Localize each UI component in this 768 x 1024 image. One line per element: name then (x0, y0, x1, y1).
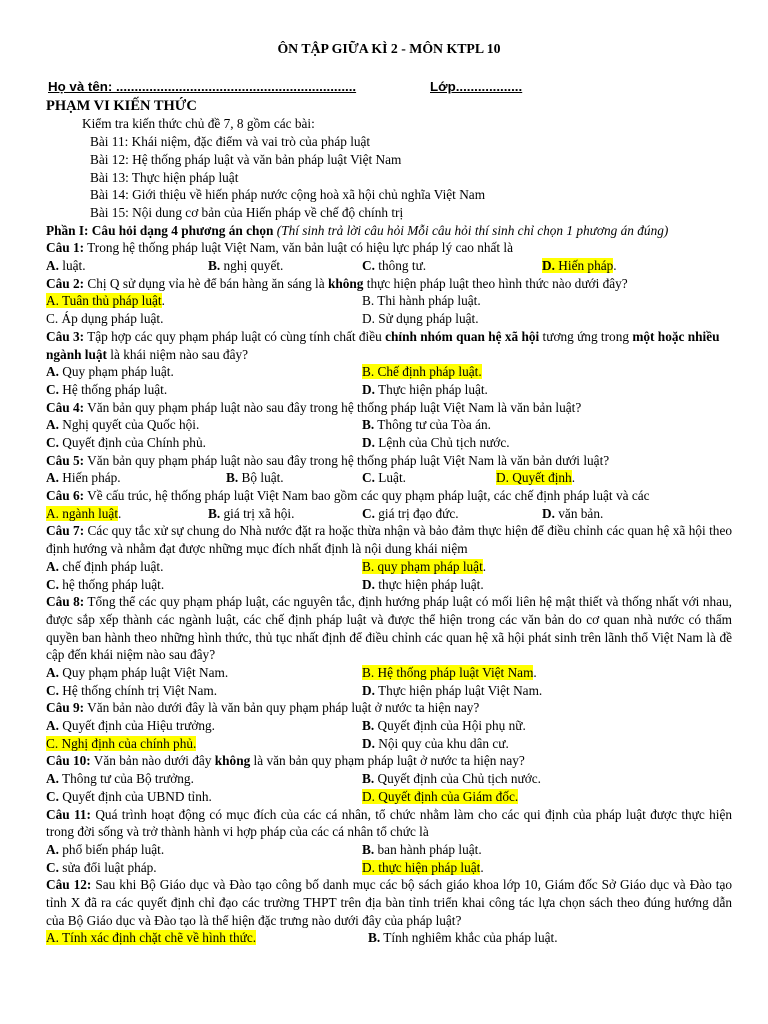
option-d-correct: D. thực hiện pháp luật. (362, 859, 484, 875)
part1-title: Phần I: Câu hỏi dạng 4 phương án chọn (46, 222, 274, 238)
option-c: C. giá trị đạo đức. (362, 505, 459, 521)
question-number: Câu 10: (46, 753, 91, 769)
question-12: Câu 12: Sau khi Bộ Giáo dục và Đào tạo công bố danh mục các bộ sách giáo khoa lớp 10, Giám đốc Sở Giáo dục và Đào tạo tỉnh X đã ra các quyết định chỉ đạo các trường THPT trên địa bàn tỉnh triển khai công tác lựa chọn sách theo đúng hướng dẫn của Bộ Giáo dục và Đào tạo là thể hiện đặc trưng nào dưới đây của pháp luật? (46, 877, 732, 928)
question-9-options-row1 (46, 717, 732, 735)
option-b: B. ban hành pháp luật. (362, 841, 482, 857)
option-c: C. Quyết định của Chính phủ. (46, 434, 206, 450)
question-number: Câu 9: (46, 700, 85, 716)
question-8: Câu 8: Tổng thể các quy phạm pháp luật, các nguyên tắc, định hướng pháp luật có mối liên hệ mật thiết và thống nhất với nhau, được sắp xếp thành các ngành luật, các chế định pháp luật và được thể hiện trong các văn bản do cơ quan nhà nước có thẩm quyền ban hành theo những hình thức, thủ tục nhất định để điều chỉnh các quan hệ xã hội phát sinh trên lãnh thổ Việt Nam là đề cập đến khái niệm nào sau đây? (46, 594, 732, 663)
option-a: A. Quyết định của Hiệu trưởng. (46, 718, 215, 734)
option-a-correct: A. ngành luật. (46, 505, 122, 521)
option-c: C. Hệ thống pháp luật. (46, 381, 168, 397)
option-c: C. thông tư. (362, 258, 427, 274)
question-7: Câu 7: Các quy tắc xử sự chung do Nhà nước đặt ra hoặc thừa nhận và bảo đảm thực hiện để điều chỉnh các quan hệ xã hội theo định hướng và nhằm đạt được những mục đích nhất định là nội dung khái niệm (46, 523, 733, 557)
question-2: Câu 2: Chị Q sử dụng vỉa hè để bán hàng ăn sáng là không thực hiện pháp luật theo hình thức nào dưới đây? (46, 275, 628, 291)
option-b-correct: B. Chế định pháp luật. (362, 364, 482, 380)
question-text: Trong hệ thống pháp luật Việt Nam, văn bản luật có hiệu lực pháp lý cao nhất là (84, 240, 514, 256)
student-info-row (46, 78, 732, 98)
option-d: D. thực hiện pháp luật. (362, 576, 484, 592)
option-a: A. Hiến pháp. (46, 470, 121, 486)
option-c-correct: C. Nghị định của chính phủ. (46, 735, 197, 751)
scope-intro: Kiểm tra kiến thức chủ đề 7, 8 gồm các bài: (82, 116, 315, 132)
option-d: D. Lệnh của Chủ tịch nước. (362, 434, 510, 450)
question-8-options-row2 (46, 682, 732, 700)
question-number: Câu 6: (46, 488, 85, 504)
question-number: Câu 11: (46, 806, 91, 822)
question-9: Câu 9: Văn bản nào dưới đây là văn bản quy phạm pháp luật ở nước ta hiện nay? (46, 700, 480, 716)
question-11-options-row1 (46, 841, 732, 859)
option-a: A. phổ biến pháp luật. (46, 841, 165, 857)
question-5-options (46, 469, 732, 487)
question-number: Câu 2: (46, 275, 85, 291)
scope-heading: PHẠM VI KIẾN THỨC (46, 97, 197, 114)
question-1 (46, 239, 732, 257)
document-title: ÔN TẬP GIỮA KÌ 2 - MÔN KTPL 10 (277, 41, 501, 56)
question-12-options (46, 929, 732, 947)
question-3: Câu 3: Tập hợp các quy phạm pháp luật có cùng tính chất điều chỉnh nhóm quan hệ xã hội tương ứng trong một hoặc nhiều ngành luật là khái niệm nào sau đây? (46, 328, 720, 362)
question-10-options-row1 (46, 770, 732, 788)
option-a: A. luật. (46, 258, 86, 274)
question-11-options-row2 (46, 859, 732, 877)
option-b: B. Tính nghiêm khắc của pháp luật. (368, 930, 558, 946)
question-9-options-row2 (46, 735, 732, 753)
option-c: C. sửa đổi luật pháp. (46, 859, 157, 875)
question-11: Câu 11: Quá trình hoạt động có mục đích của các cá nhân, tổ chức nhằm làm cho các qui định của pháp luật được thực hiện trong đời sống và trở thành hành vi hợp pháp của các cá nhân tổ chức là (46, 806, 732, 840)
option-d: D. Thực hiện pháp luật. (362, 381, 488, 397)
option-c: C. Quyết định của UBND tỉnh. (46, 788, 212, 804)
option-c: C. Luật. (362, 470, 406, 486)
student-name-field: Họ và tên: ................................................................. (48, 78, 357, 94)
part1-heading (46, 222, 732, 240)
option-d-correct: D. Quyết định của Giám đốc. (362, 788, 519, 804)
question-5: Câu 5: Văn bản quy phạm pháp luật nào sau đây trong hệ thống pháp luật Việt Nam là văn bản dưới luật? (46, 452, 610, 468)
option-d-correct: D. Quyết định. (496, 470, 576, 486)
option-b: B. Thông tư của Tòa án. (362, 417, 491, 433)
option-b: B. giá trị xã hội. (208, 505, 295, 521)
option-a-correct: A. Tính xác định chặt chẽ về hình thức. (46, 930, 257, 946)
lesson-item: Bài 11: Khái niệm, đặc điểm và vai trò của pháp luật (90, 134, 371, 150)
option-a: A. Quy phạm pháp luật. (46, 364, 174, 380)
option-b-correct: B. quy phạm pháp luật. (362, 558, 487, 574)
option-b: B. Quyết định của Hội phụ nữ. (362, 718, 526, 734)
question-4-options-row2 (46, 434, 732, 452)
question-4-options-row1 (46, 416, 732, 434)
option-a: A. Nghị quyết của Quốc hội. (46, 417, 200, 433)
option-b: B. nghị quyết. (208, 258, 284, 274)
question-4: Câu 4: Văn bản quy phạm pháp luật nào sau đây trong hệ thống pháp luật Việt Nam là văn bản luật? (46, 399, 582, 415)
question-6-options (46, 505, 732, 523)
question-number: Câu 5: (46, 452, 85, 468)
question-number: Câu 12: (46, 877, 92, 893)
option-d: D. văn bản. (542, 505, 604, 521)
question-2-options-row1 (46, 292, 732, 310)
option-b: B. Bộ luật. (226, 470, 284, 486)
lesson-item: Bài 13: Thực hiện pháp luật (90, 169, 239, 185)
question-number: Câu 1: (46, 240, 85, 256)
lesson-item: Bài 15: Nội dung cơ bản của Hiến pháp về chế độ chính trị (90, 204, 404, 220)
lesson-item: Bài 14: Giới thiệu về hiến pháp nước cộng hoà xã hội chủ nghĩa Việt Nam (90, 187, 486, 203)
part1-instruction: (Thí sinh trả lời câu hỏi Mỗi câu hỏi thí sinh chỉ chọn 1 phương án đúng) (276, 222, 669, 238)
option-a-correct: A. Tuân thủ pháp luật. (46, 293, 165, 309)
option-d: D. Nội quy của khu dân cư. (362, 735, 509, 751)
option-d: D. Sử dụng pháp luật. (362, 311, 479, 327)
question-8-options-row1 (46, 664, 732, 682)
document-page (46, 40, 732, 947)
option-c: C. Áp dụng pháp luật. (46, 311, 164, 327)
question-10: Câu 10: Văn bản nào dưới đây không là văn bản quy phạm pháp luật ở nước ta hiện nay? (46, 753, 525, 769)
question-number: Câu 4: (46, 399, 85, 415)
question-number: Câu 8: (46, 594, 85, 610)
option-a: A. Thông tư của Bộ trưởng. (46, 771, 194, 787)
question-3-options-row1 (46, 363, 732, 381)
question-7-options-row2 (46, 576, 732, 594)
student-class-field: Lớp.................. (430, 78, 523, 94)
option-b: B. Thi hành pháp luật. (362, 293, 481, 309)
lesson-item: Bài 12: Hệ thống pháp luật và văn bản pháp luật Việt Nam (90, 151, 402, 167)
option-b: B. Quyết định của Chủ tịch nước. (362, 771, 541, 787)
option-d: D. Thực hiện pháp luật Việt Nam. (362, 682, 543, 698)
question-1-options (46, 257, 732, 275)
question-6: Câu 6: Về cấu trúc, hệ thống pháp luật Việt Nam bao gồm các quy phạm pháp luật, các chế định pháp luật và các (46, 488, 650, 504)
question-10-options-row2 (46, 788, 732, 806)
question-3-options-row2 (46, 381, 732, 399)
question-number: Câu 7: (46, 523, 85, 539)
option-b-correct: B. Hệ thống pháp luật Việt Nam. (362, 665, 537, 681)
option-c: C. Hệ thống chính trị Việt Nam. (46, 682, 218, 698)
question-7-options-row1 (46, 558, 732, 576)
option-d-correct: D. Hiến pháp. (542, 258, 617, 274)
option-c: C. hệ thống pháp luật. (46, 576, 165, 592)
option-a: A. Quy phạm pháp luật Việt Nam. (46, 665, 229, 681)
question-2-options-row2 (46, 310, 732, 328)
question-number: Câu 3: (46, 328, 85, 344)
option-a: A. chế định pháp luật. (46, 558, 164, 574)
